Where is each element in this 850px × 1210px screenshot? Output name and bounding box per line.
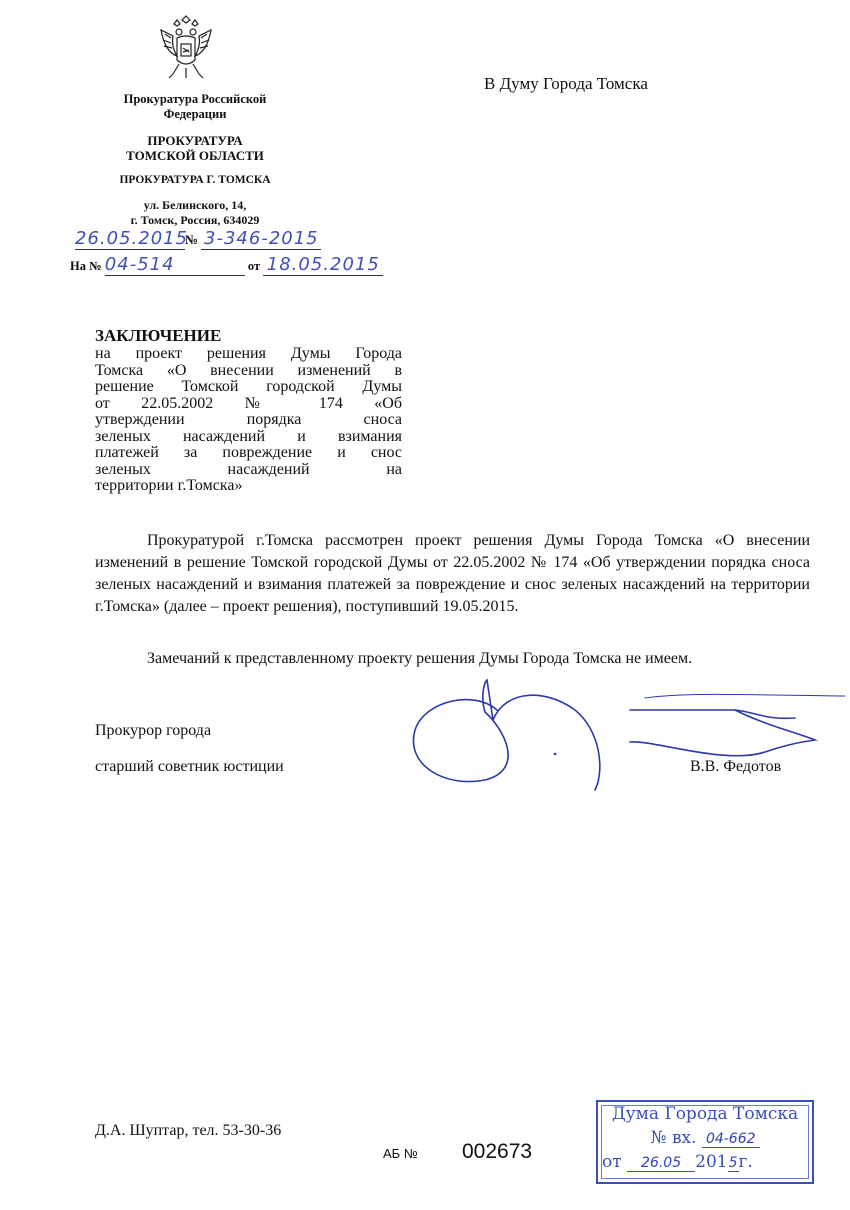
- conclusion-line: решение Томской городской Думы: [95, 378, 402, 395]
- stamp-year-suffix: г.: [738, 1152, 753, 1172]
- conclusion-line: платежей за повреждение и снос: [95, 444, 402, 461]
- address-line1: ул. Белинского, 14,: [143, 198, 247, 212]
- stamp-date-label: от: [602, 1152, 622, 1172]
- stamp-date: [602, 1152, 812, 1172]
- reply-to-label: На №: [70, 259, 102, 273]
- signatory-position: Прокурор города: [95, 722, 212, 739]
- stamp-incoming-number: 04-662: [702, 1131, 760, 1148]
- stamp-date-handwritten: 26.05: [627, 1155, 695, 1172]
- org-regional-line1: ПРОКУРАТУРА: [147, 133, 243, 148]
- stamp-org: Дума Города Томска: [611, 1104, 799, 1124]
- conclusion-line: от 22.05.2002 № 174 «Об: [95, 394, 402, 412]
- conclusion-subject: [95, 346, 402, 495]
- stamp-year-printed: 201: [695, 1152, 728, 1172]
- org-regional-line2: ТОМСКОЙ ОБЛАСТИ: [126, 148, 264, 163]
- body-paragraph-2: Замечаний к представленному проекту решения Думы Города Томска не имеем.: [147, 650, 693, 667]
- executor-contact: Д.А. Шуптар, тел. 53-30-36: [95, 1122, 282, 1139]
- addressee: В Думу Города Томска: [484, 74, 648, 93]
- outgoing-registration: [75, 228, 321, 250]
- incoming-stamp: [596, 1100, 814, 1184]
- org-name-text: Прокуратура Российской Федерации: [123, 92, 267, 121]
- ab-number: 002673: [462, 1140, 533, 1163]
- conclusion-line: территории г.Томска»: [95, 477, 243, 494]
- outgoing-no-label: №: [185, 232, 199, 247]
- ab-label: АБ №: [383, 1146, 418, 1161]
- conclusion-title: ЗАКЛЮЧЕНИЕ: [95, 326, 222, 345]
- outgoing-number: 3-346-2015: [201, 228, 321, 250]
- org-address: [95, 198, 295, 228]
- signatory-name: В.В. Федотов: [690, 758, 782, 775]
- coat-of-arms-icon: [155, 12, 217, 82]
- conclusion-line: зеленых насаждений на: [95, 460, 402, 478]
- stamp-year-handwritten: 5: [728, 1155, 738, 1171]
- conclusion-line: зеленых насаждений и взимания: [95, 427, 402, 445]
- outgoing-date: 26.05.2015: [75, 228, 189, 249]
- org-regional: [95, 133, 295, 163]
- reply-to-date: 18.05.2015: [263, 254, 383, 276]
- reply-to-number: 04-514: [105, 254, 245, 276]
- stamp-incoming: [598, 1128, 812, 1148]
- address-line2: г. Томск, Россия, 634029: [130, 213, 260, 227]
- org-city: ПРОКУРАТУРА Г. ТОМСКА: [119, 174, 271, 186]
- signatory-rank: старший советник юстиции: [95, 758, 284, 775]
- handwritten-signature: [405, 670, 845, 800]
- org-name: [95, 92, 295, 122]
- reply-from-label: от: [247, 259, 261, 273]
- body-paragraph-1: Прокуратурой г.Томска рассмотрен проект решения Думы Города Томска «О внесении изменений в решение Томской городской Думы от 22.05.2002 № 174 «Об утверждении порядка сноса зеленых насаждений и взимания платежей за повреждение и снос зеленых насаждений на территории г.Томска» (далее – проект решения), поступивший 19.05.2015.: [95, 532, 810, 615]
- stamp-incoming-label: № вх.: [650, 1128, 697, 1148]
- conclusion-line: Томска «О внесении изменений в: [95, 361, 402, 379]
- reply-reference: [70, 254, 383, 276]
- conclusion-line: на проект решения Думы Города: [95, 345, 402, 362]
- conclusion-line: утверждении порядка сноса: [95, 411, 402, 428]
